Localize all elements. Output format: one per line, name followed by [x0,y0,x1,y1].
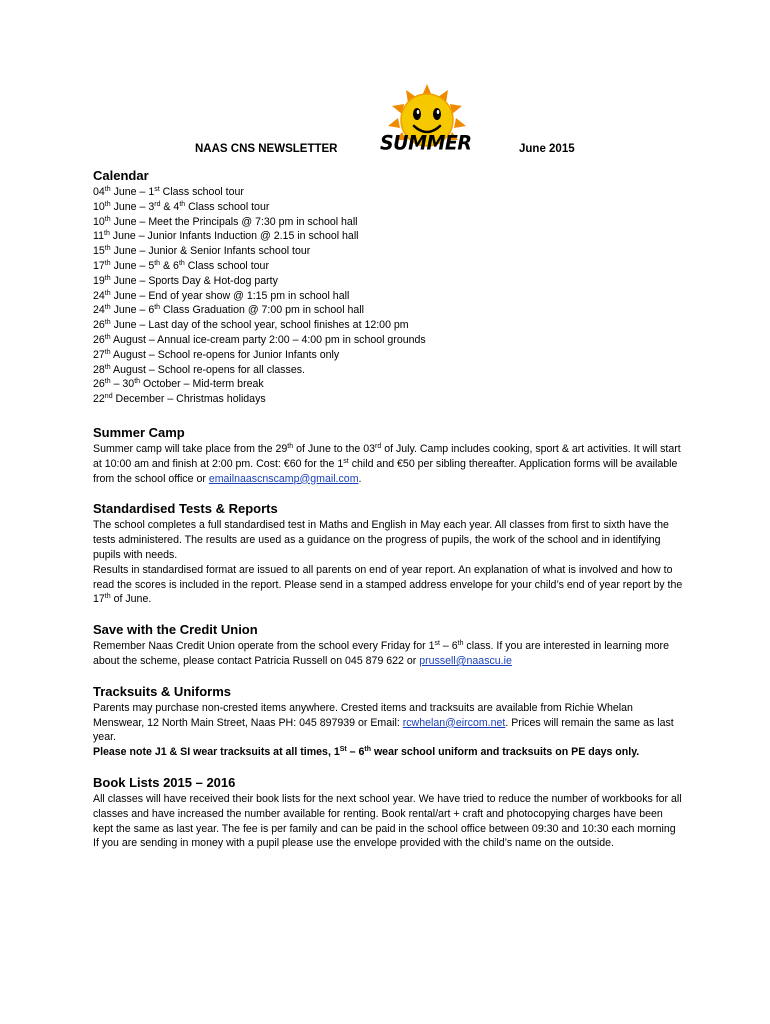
credit-union-section [93,621,683,669]
credit-union-heading: Save with the Credit Union [93,622,258,638]
calendar-item: 04th June – 1st Class school tour [93,186,244,198]
calendar-item: 17th June – 5th & 6th Class school tour [93,259,269,272]
uniforms-note: Please note J1 & SI wear tracksuits at all times, 1St – 6th wear school uniform and tracksuits on PE days only. [93,746,640,759]
newsletter-date: June 2015 [519,143,575,155]
calendar-item: 26th August – Annual ice-cream party 2:00 – 4:00 pm in school grounds [93,333,426,346]
uniforms-email-link[interactable]: rcwhelan@eircom.net [402,716,506,729]
calendar-heading: Calendar [93,168,149,183]
summer-logo-text: SUMMER [380,131,472,155]
credit-union-email-link[interactable]: prussell@naascu.ie [419,654,512,667]
book-lists-heading: Book Lists 2015 – 2016 [93,774,236,790]
book-lists-text-1: All classes will have received their book lists for the next school year. We have tried to reduce the number of workbooks for all classes and have increased the number available for renting. Book rental/art + craft and photocopying charges have been kept the same as last year. The fee is per family and can be paid in the school office between 09:30 and 10:30 each morning [93,792,682,835]
uniforms-section [93,683,683,760]
calendar-item: 26th June – Last day of the school year, school finishes at 12:00 pm [93,319,409,332]
calendar-item: 10th June – 3rd & 4th Class school tour [93,200,270,213]
calendar-item: 10th June – Meet the Principals @ 7:30 pm in school hall [93,215,358,228]
calendar-item: 15th June – Junior & Senior Infants school tour [93,245,311,258]
summer-camp-section [93,424,683,486]
summer-camp-text: Summer camp will take place from the 29th of June to the 03rd of July. Camp includes cooking, sport & art activities. It will start at 10:00 am and finish at 2:00 pm. Cost: €60 for the 1st child and €50 per sibling thereafter. Application forms will be available from the school office or emailnaascnscamp@gmail.com. [93,442,681,485]
calendar-item: 19th June – Sports Day & Hot-dog party [93,274,278,287]
calendar-item: 27th August – School re-opens for Junior Infants only [93,348,340,361]
newsletter-content [93,167,683,851]
calendar-item: 24th June – 6th Class Graduation @ 7:00 pm in school hall [93,304,364,317]
book-lists-text-2: If you are sending in money with a pupil please use the envelope provided with the child’s name on the outside. [93,837,614,850]
calendar-list [93,185,683,407]
tests-section [93,500,683,607]
uniforms-heading: Tracksuits & Uniforms [93,683,231,699]
summer-camp-heading: Summer Camp [93,424,185,440]
uniforms-text: Parents may purchase non-crested items anywhere. Crested items and tracksuits are available from Richie Whelan Menswear, 12 North Main Street, Naas PH: 045 897939 or Email: rcwhelan@eircom.net. Prices will remain the same as last year. [93,701,674,744]
calendar-item: 24th June – End of year show @ 1:15 pm in school hall [93,289,350,302]
calendar-item: 11th June – Junior Infants Induction @ 2.15 in school hall [93,230,359,243]
calendar-item: 26th – 30th October – Mid-term break [93,378,264,391]
tests-heading: Standardised Tests & Reports [93,501,278,517]
newsletter-title: NAAS CNS NEWSLETTER [195,143,338,155]
book-lists-section [93,774,683,851]
credit-union-text: Remember Naas Credit Union operate from the school every Friday for 1st – 6th class. If you are interested in learning more about the scheme, please contact Patricia Russell on 045 879 622 or prussell@naascu.ie [93,640,669,667]
tests-text-2: Results in standardised format are issued to all parents on end of year report. An explanation of what is involved and how to read the scores is included in the report. Please send in a stamped address envelope for your child’s end of year report by the 17th of June. [93,563,683,606]
calendar-section [93,167,683,407]
summer-camp-email-link[interactable]: emailnaascnscamp@gmail.com [208,472,359,485]
calendar-item: 28th August – School re-opens for all classes. [93,363,305,376]
tests-text-1: The school completes a full standardised test in Maths and English in May each year. All classes from first to sixth have the tests administered. The results are used as a guidance on the progress of pupils, the work of the school and in identifying pupils with needs. [93,519,669,561]
calendar-item: 22nd December – Christmas holidays [93,393,266,406]
